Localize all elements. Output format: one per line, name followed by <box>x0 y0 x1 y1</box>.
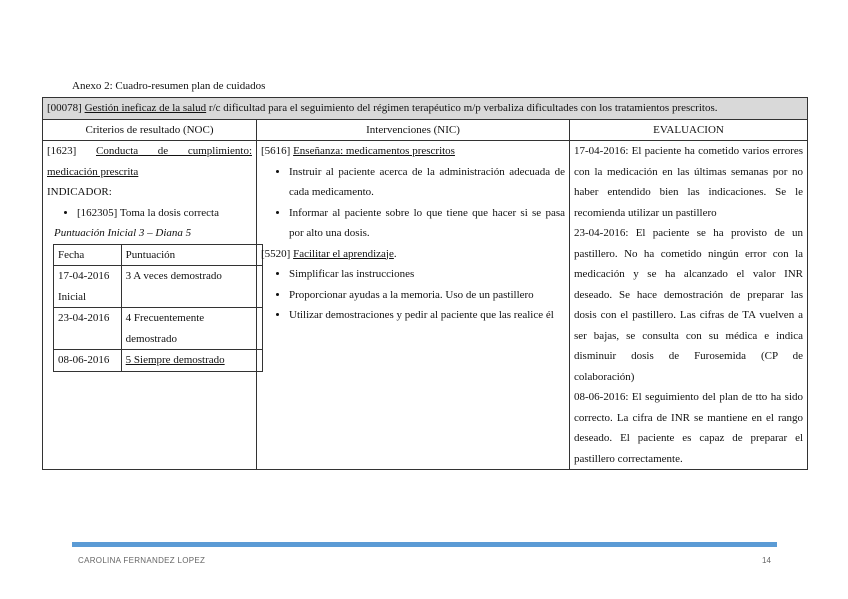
page-number: 14 <box>762 556 771 565</box>
evaluation-entry: 08-06-2016: El seguimiento del plan de tto ha sido correcto. La cifra de INR se mantiene en el rango deseado. El paciente es capaz de preparar el pastillero correctamente. <box>574 391 804 465</box>
diagnosis-code: [00078] <box>47 102 82 114</box>
nic-code: [5520] <box>261 247 291 260</box>
score-line: Puntuación Inicial 3 – Diana 5 <box>54 227 192 239</box>
footer-author: CAROLINA FERNANDEZ LOPEZ <box>78 556 206 565</box>
nic-title <box>261 244 565 265</box>
nic-item: • Informar al paciente sobre lo que tiene que hacer si se pasa por alto una dosis. <box>289 203 565 244</box>
diagnosis-row <box>43 98 808 120</box>
evaluation-entry: 17-04-2016: El paciente ha cometido varios errores con la medicación en las últimas semanas por no haber entendido bien las indicaciones. Se le recomienda utilizar un pastillero <box>574 145 804 219</box>
score-header-date: Fecha <box>54 244 122 266</box>
evaluation-cell <box>570 141 808 470</box>
nic-item: • Utilizar demostraciones y pedir al paciente que las realice él <box>289 305 565 326</box>
nic-item: • Simplificar las instrucciones <box>289 264 565 285</box>
score-value: 3 A veces demostrado <box>121 266 262 308</box>
score-date: 23-04-2016 <box>54 308 122 350</box>
score-header-score: Puntuación <box>121 244 262 266</box>
column-header-noc: Criterios de resultado (NOC) <box>43 119 257 141</box>
score-table-row <box>54 350 263 372</box>
care-plan-table <box>42 97 808 470</box>
nic-item: • Proporcionar ayudas a la memoria. Uso de un pastillero <box>289 285 565 306</box>
nic-item: • Instruir al paciente acerca de la administración adecuada de cada medicamento. <box>289 162 565 203</box>
noc-title: Conducta de cumplimiento: <box>95 145 252 157</box>
nic-title-text: Facilitar el aprendizaje <box>293 247 394 260</box>
nic-list <box>261 162 565 244</box>
score-date: 08-06-2016 <box>54 350 122 372</box>
score-table-header <box>54 244 263 266</box>
column-header-nic: Intervenciones (NIC) <box>257 119 570 141</box>
diagnosis-cell <box>43 98 808 120</box>
nic-code: [5616] <box>261 145 291 157</box>
evaluation-entry: 23-04-2016: El paciente se ha provisto de un pastillero. No ha cometido ningún error con la medicación y se ha alcanzado el valor INR deseado. Se hace demostración de preparar las dosis con el pastillero. Las cifras de TA vuelven a ser bajas, se consulta con su médica e indica disminuir dosis de Furosemida (CP de colaboración) <box>574 227 804 383</box>
score-value <box>121 350 262 372</box>
column-header-row <box>43 119 808 141</box>
indicator-label: INDICADOR: <box>47 186 112 198</box>
score-value: 4 Frecuentemente demostrado <box>121 308 262 350</box>
noc-title-line1 <box>47 141 252 162</box>
nic-title-text: Enseñanza: medicamentos prescritos <box>293 145 455 157</box>
score-table-row <box>54 308 263 350</box>
column-header-evaluation: EVALUACION <box>570 119 808 141</box>
annex-caption: Anexo 2: Cuadro-resumen plan de cuidados <box>72 80 266 92</box>
content-row <box>43 141 808 470</box>
indicator-item: • [162305] Toma la dosis correcta <box>77 203 252 224</box>
footer-bar <box>72 542 777 547</box>
nic-cell <box>257 141 570 470</box>
nic-title <box>261 141 565 162</box>
noc-code: [1623] <box>47 145 77 157</box>
score-table-row <box>54 266 263 308</box>
diagnosis-text: r/c dificultad para el seguimiento del régimen terapéutico m/p verbaliza dificultades con los tratamientos prescritos. <box>206 102 718 114</box>
score-date: 17-04-2016 Inicial <box>54 266 122 308</box>
noc-title-line2: medicación prescrita <box>47 165 139 178</box>
noc-cell <box>43 141 257 470</box>
nic-title-suffix: . <box>393 247 397 260</box>
indicator-list <box>47 203 252 224</box>
score-table <box>53 244 263 372</box>
nic-list <box>261 264 565 326</box>
diagnosis-title: Gestión ineficaz de la salud <box>84 102 207 114</box>
score-value-text: 5 Siempre demostrado <box>125 354 225 366</box>
